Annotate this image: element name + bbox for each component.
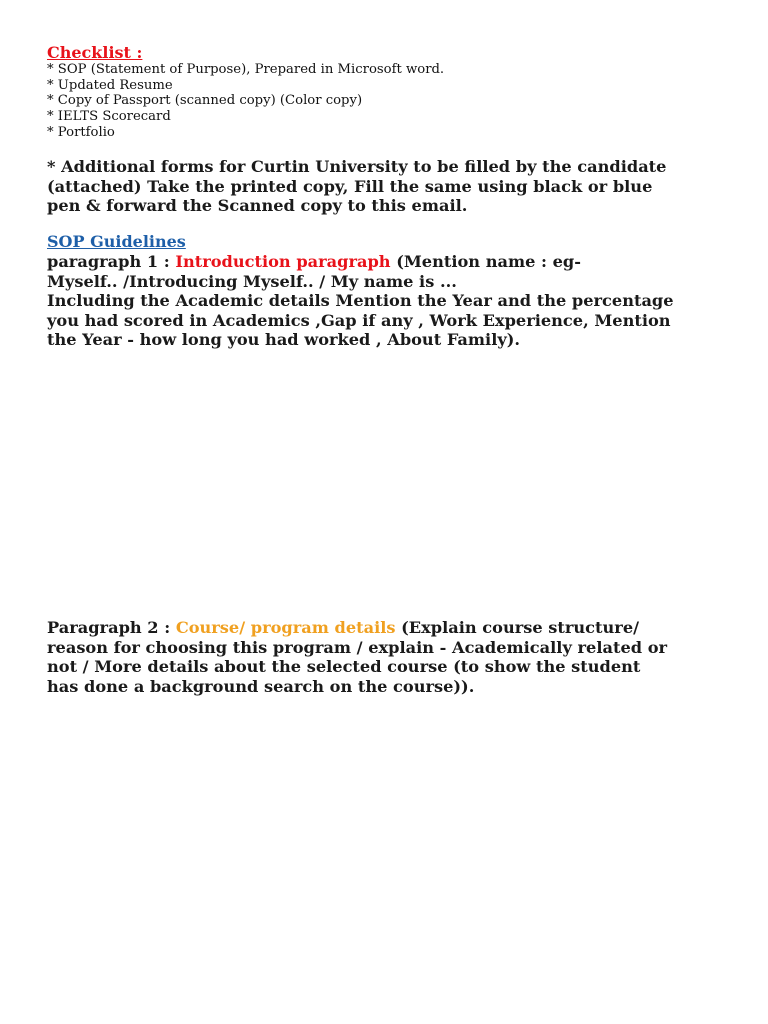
checklist-item: * Updated Resume xyxy=(47,77,173,93)
paragraph-1-line: the Year - how long you had worked , About Family). xyxy=(47,330,521,349)
additional-line: * Additional forms for Curtin University to be filled by the candidate xyxy=(47,157,667,176)
paragraph-1-highlight: Introduction paragraph xyxy=(175,252,391,271)
paragraph-2-highlight: Course/ program details xyxy=(175,618,396,637)
additional-line: pen & forward the Scanned copy to this email. xyxy=(47,196,468,216)
paragraph-1-guideline xyxy=(47,252,747,350)
paragraph-2-line: not / More details about the selected course (to show the student xyxy=(47,657,641,676)
sop-guidelines-heading: SOP Guidelines xyxy=(47,232,186,251)
checklist-item: * IELTS Scorecard xyxy=(47,109,171,125)
checklist-item: * SOP (Statement of Purpose), Prepared in Microsoft word. xyxy=(47,62,445,77)
paragraph-1-first-line xyxy=(47,252,747,272)
paragraph-2-line1-rest: (Explain course structure/ xyxy=(395,618,640,637)
checklist-item: * Copy of Passport (scanned copy) (Color copy) xyxy=(47,93,363,109)
checklist-item: * Portfolio xyxy=(47,124,115,140)
paragraph-2-guideline xyxy=(47,618,747,696)
additional-line: (attached) Take the printed copy, Fill the same using black or blue xyxy=(47,176,653,196)
paragraph-1-line: Including the Academic details Mention the Year and the percentage xyxy=(47,291,674,310)
additional-forms-note xyxy=(47,157,737,216)
checklist-list xyxy=(47,62,444,141)
paragraph-1-line: Myself.. /Introducing Myself.. / My name is ... xyxy=(47,271,457,291)
paragraph-2-prefix: Paragraph 2 : xyxy=(47,618,176,637)
paragraph-2-first-line xyxy=(47,618,747,638)
paragraph-1-line: you had scored in Academics ,Gap if any , Work Experience, Mention xyxy=(47,310,671,330)
paragraph-1-prefix: paragraph 1 : xyxy=(47,252,176,271)
paragraph-1-line1-rest: (Mention name : eg- xyxy=(390,252,581,271)
paragraph-2-line: has done a background search on the course)). xyxy=(47,676,475,696)
checklist-heading: Checklist : xyxy=(47,43,143,62)
paragraph-2-line: reason for choosing this program / explain - Academically related or xyxy=(47,637,668,657)
